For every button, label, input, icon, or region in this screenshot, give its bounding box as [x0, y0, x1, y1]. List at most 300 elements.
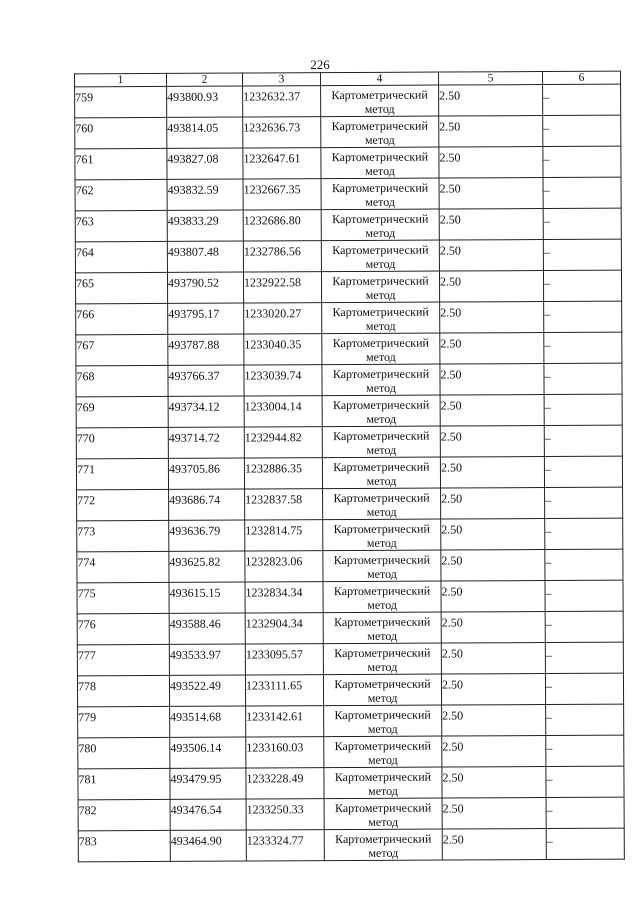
- method-cell: [324, 767, 442, 799]
- accuracy-value: 2.50: [440, 367, 462, 382]
- description-dash: –: [545, 586, 552, 601]
- x-coordinate-cell: [168, 458, 244, 489]
- y-coordinate-cell: [244, 396, 322, 427]
- description-cell: [545, 673, 623, 704]
- x-coordinate: 493800.93: [167, 89, 219, 104]
- point-number: 771: [76, 462, 95, 477]
- method-line-2: метод: [367, 628, 398, 643]
- point-number: 778: [77, 679, 97, 694]
- x-coordinate: 493714.72: [168, 430, 220, 445]
- accuracy-value: 2.50: [441, 553, 463, 568]
- method-cell: [321, 271, 439, 303]
- accuracy-cell: [441, 550, 545, 582]
- table-row: [75, 115, 621, 149]
- method-line-1: Картометрический: [332, 397, 430, 413]
- point-number-cell: [78, 768, 170, 799]
- description-dash: –: [543, 90, 550, 105]
- method-line-1: Картометрический: [333, 459, 430, 475]
- x-coordinate-cell: [170, 830, 246, 861]
- x-coordinate: 493734.12: [168, 399, 220, 414]
- method-line-1: Картометрический: [331, 118, 428, 134]
- y-coordinate-cell: [243, 148, 321, 179]
- x-coordinate-cell: [170, 737, 246, 768]
- accuracy-cell: [440, 302, 544, 334]
- method-cell: [321, 240, 439, 272]
- y-coordinate: 1233142.61: [246, 709, 304, 724]
- table-row: [76, 394, 622, 428]
- description-cell: [545, 642, 623, 673]
- table-row: [76, 425, 622, 459]
- x-coordinate: 493476.54: [170, 802, 222, 817]
- method-cell: [323, 674, 441, 706]
- accuracy-value: 2.50: [442, 770, 464, 785]
- description-cell: [546, 735, 624, 766]
- y-coordinate: 1232922.58: [243, 275, 302, 290]
- description-cell: [544, 456, 622, 487]
- point-number-cell: [75, 148, 167, 179]
- description-cell: [543, 177, 621, 208]
- description-cell: [543, 208, 621, 239]
- y-coordinate: 1232667.35: [243, 182, 301, 197]
- method-line-1: Картометрический: [334, 676, 431, 692]
- accuracy-value: 2.50: [442, 801, 464, 816]
- description-cell: [544, 363, 622, 394]
- x-coordinate-cell: [167, 241, 243, 272]
- method-cell: [321, 178, 439, 210]
- description-cell: [546, 704, 624, 735]
- y-coordinate: 1232834.34: [245, 585, 303, 600]
- point-number: 773: [77, 524, 96, 539]
- table-row: [78, 735, 624, 769]
- y-coordinate-cell: [246, 706, 324, 737]
- method-line-2: метод: [366, 380, 396, 395]
- column-header-4: 4: [321, 72, 439, 86]
- accuracy-value: 2.50: [442, 708, 464, 723]
- point-number-cell: [76, 458, 168, 489]
- point-number-cell: [76, 303, 168, 334]
- description-cell: [545, 518, 623, 549]
- point-number: 764: [75, 245, 94, 260]
- y-coordinate-cell: [246, 830, 324, 861]
- table-row: [77, 580, 623, 614]
- y-coordinate: 1232632.37: [243, 89, 301, 104]
- accuracy-cell: [442, 705, 546, 737]
- accuracy-value: 2.50: [439, 119, 461, 134]
- method-line-2: метод: [367, 659, 398, 674]
- accuracy-value: 2.50: [440, 398, 462, 413]
- method-line-2: метод: [364, 132, 395, 147]
- description-dash: –: [543, 152, 550, 167]
- method-line-1: Картометрический: [333, 583, 431, 599]
- y-coordinate: 1233039.74: [244, 368, 302, 383]
- description-cell: [545, 611, 623, 642]
- description-cell: [546, 797, 624, 828]
- y-coordinate: 1232636.73: [243, 120, 301, 135]
- accuracy-value: 2.50: [440, 305, 462, 320]
- x-coordinate-cell: [167, 179, 243, 210]
- method-line-2: метод: [365, 349, 396, 364]
- accuracy-value: 2.50: [441, 615, 463, 630]
- method-cell: [322, 302, 440, 334]
- x-coordinate: 493588.46: [169, 616, 221, 631]
- coordinates-table: [74, 71, 625, 863]
- point-number: 761: [75, 152, 94, 167]
- y-coordinate: 1233160.03: [246, 740, 304, 755]
- x-coordinate: 493766.37: [168, 368, 220, 383]
- method-cell: [324, 736, 442, 768]
- point-number-cell: [75, 86, 167, 117]
- method-cell: [323, 519, 441, 551]
- method-line-2: метод: [366, 442, 397, 457]
- method-line-1: Картометрический: [334, 769, 432, 785]
- method-line-2: метод: [365, 287, 396, 302]
- method-line-1: Картометрический: [332, 242, 429, 258]
- x-coordinate-cell: [169, 613, 245, 644]
- table-row: [78, 704, 624, 738]
- method-line-2: метод: [365, 225, 396, 240]
- accuracy-cell: [441, 643, 545, 675]
- method-line-2: метод: [365, 318, 396, 333]
- x-coordinate: 493790.52: [167, 275, 220, 290]
- accuracy-value: 2.50: [441, 491, 463, 506]
- y-coordinate: 1232944.82: [244, 430, 302, 445]
- accuracy-value: 2.50: [441, 646, 463, 661]
- x-coordinate: 493514.68: [170, 709, 222, 724]
- description-dash: –: [546, 772, 553, 787]
- y-coordinate-cell: [245, 551, 323, 582]
- method-cell: [324, 705, 442, 737]
- x-coordinate-cell: [168, 365, 244, 396]
- accuracy-value: 2.50: [441, 677, 464, 692]
- description-dash: –: [545, 679, 553, 694]
- accuracy-cell: [439, 178, 543, 210]
- point-number: 769: [76, 400, 95, 415]
- x-coordinate: 493522.49: [169, 678, 222, 693]
- table-row: [78, 828, 624, 862]
- method-line-1: Картометрический: [334, 800, 432, 816]
- description-dash: –: [546, 741, 553, 756]
- description-dash: –: [543, 276, 551, 291]
- method-line-2: метод: [368, 845, 399, 860]
- method-line-2: метод: [367, 566, 397, 581]
- description-dash: –: [544, 369, 551, 384]
- x-coordinate: 493625.82: [169, 554, 221, 569]
- method-cell: [323, 488, 441, 520]
- y-coordinate-cell: [246, 799, 324, 830]
- x-coordinate: 493795.17: [168, 306, 220, 321]
- description-dash: –: [544, 400, 551, 415]
- x-coordinate-cell: [167, 117, 243, 148]
- point-number-cell: [77, 675, 169, 706]
- method-line-1: Картометрический: [332, 335, 429, 351]
- point-number: 767: [76, 338, 95, 353]
- point-number: 759: [75, 90, 94, 105]
- point-number-cell: [75, 241, 167, 272]
- method-line-2: метод: [368, 783, 398, 798]
- x-coordinate: 493787.88: [168, 337, 220, 352]
- method-cell: [323, 643, 441, 675]
- table-row: [78, 797, 624, 831]
- accuracy-value: 2.50: [439, 212, 461, 227]
- method-cell: [323, 612, 441, 644]
- accuracy-value: 2.50: [439, 88, 461, 103]
- table-body: [75, 84, 625, 862]
- method-line-2: метод: [367, 597, 398, 612]
- point-number: 762: [75, 183, 94, 198]
- table-row: [77, 611, 623, 645]
- table-row: [76, 301, 622, 335]
- y-coordinate-cell: [243, 86, 321, 117]
- description-cell: [544, 394, 622, 425]
- accuracy-cell: [442, 798, 546, 830]
- point-number: 775: [77, 586, 96, 601]
- y-coordinate-cell: [244, 334, 322, 365]
- y-coordinate-cell: [245, 489, 323, 520]
- x-coordinate-cell: [168, 396, 244, 427]
- point-number-cell: [77, 644, 169, 675]
- x-coordinate-cell: [169, 644, 245, 675]
- x-coordinate: 493464.90: [170, 833, 222, 848]
- method-line-2: метод: [368, 814, 399, 829]
- y-coordinate: 1233004.14: [244, 399, 302, 414]
- accuracy-cell: [439, 240, 543, 272]
- page-number: 226: [310, 57, 330, 72]
- point-number-cell: [77, 551, 169, 582]
- y-coordinate-cell: [243, 117, 321, 148]
- x-coordinate-cell: [170, 706, 246, 737]
- column-header-5: 5: [439, 72, 543, 86]
- table-row: [75, 270, 621, 304]
- description-dash: –: [545, 493, 552, 508]
- x-coordinate-cell: [168, 427, 244, 458]
- point-number: 776: [77, 617, 96, 632]
- point-number-cell: [78, 706, 170, 737]
- accuracy-value: 2.50: [441, 522, 463, 537]
- method-line-2: метод: [366, 504, 397, 519]
- column-header-1: 1: [75, 73, 167, 86]
- y-coordinate-cell: [244, 458, 322, 489]
- y-coordinate-cell: [245, 644, 323, 675]
- accuracy-value: 2.50: [440, 460, 462, 475]
- description-dash: –: [545, 555, 552, 570]
- method-cell: [322, 426, 440, 458]
- description-cell: [543, 84, 621, 115]
- method-cell: [321, 147, 439, 179]
- description-cell: [546, 766, 624, 797]
- method-line-1: Картометрический: [334, 707, 431, 723]
- accuracy-cell: [440, 395, 544, 427]
- description-cell: [545, 487, 623, 518]
- x-coordinate-cell: [169, 489, 245, 520]
- accuracy-value: 2.50: [442, 739, 464, 754]
- point-number: 770: [76, 431, 95, 446]
- x-coordinate: 493814.05: [167, 120, 219, 135]
- method-line-1: Картометрический: [333, 521, 430, 537]
- accuracy-value: 2.50: [440, 336, 462, 351]
- y-coordinate: 1233250.33: [246, 802, 304, 817]
- point-number: 779: [78, 710, 97, 725]
- point-number-cell: [75, 210, 167, 241]
- table-row: [77, 673, 623, 707]
- accuracy-cell: [441, 612, 545, 644]
- y-coordinate-cell: [243, 241, 321, 272]
- accuracy-cell: [440, 333, 544, 365]
- description-cell: [544, 425, 622, 456]
- x-coordinate: 493705.86: [168, 461, 220, 476]
- point-number: 772: [77, 493, 96, 508]
- x-coordinate-cell: [170, 768, 246, 799]
- accuracy-cell: [440, 426, 544, 458]
- method-line-1: Картометрический: [333, 428, 430, 444]
- description-dash: –: [544, 307, 551, 322]
- x-coordinate: 493832.59: [167, 182, 219, 197]
- y-coordinate: 1233111.65: [245, 678, 303, 693]
- method-cell: [323, 550, 441, 582]
- method-line-1: Картометрический: [333, 552, 431, 568]
- description-dash: –: [543, 245, 550, 260]
- description-dash: –: [544, 431, 551, 446]
- method-line-2: метод: [367, 690, 398, 705]
- accuracy-cell: [441, 674, 545, 706]
- table-row: [75, 239, 621, 273]
- y-coordinate: 1232686.80: [243, 213, 301, 228]
- table-row: [76, 363, 622, 397]
- description-dash: –: [543, 121, 550, 136]
- y-coordinate: 1233020.27: [244, 306, 302, 321]
- table-row: [77, 549, 623, 583]
- method-line-1: Картометрический: [331, 149, 429, 165]
- accuracy-value: 2.50: [439, 150, 461, 165]
- method-cell: [324, 829, 442, 861]
- x-coordinate: 493479.95: [170, 771, 222, 786]
- x-coordinate: 493533.97: [169, 647, 221, 662]
- method-line-2: метод: [366, 411, 397, 426]
- point-number: 782: [78, 803, 97, 818]
- accuracy-value: 2.50: [439, 274, 462, 289]
- description-cell: [543, 239, 621, 270]
- point-number-cell: [76, 396, 168, 427]
- method-line-1: Картометрический: [332, 273, 429, 289]
- description-cell: [543, 270, 621, 301]
- method-cell: [322, 395, 440, 427]
- y-coordinate: 1232647.61: [243, 151, 301, 166]
- accuracy-cell: [442, 829, 546, 861]
- description-cell: [544, 332, 622, 363]
- method-line-1: Картометрический: [331, 87, 428, 103]
- method-line-2: метод: [366, 473, 397, 488]
- x-coordinate-cell: [168, 303, 244, 334]
- x-coordinate: 493807.48: [167, 244, 219, 259]
- table-row: [76, 332, 622, 366]
- y-coordinate-cell: [244, 365, 322, 396]
- method-line-1: Картометрический: [332, 211, 429, 227]
- point-number: 774: [77, 555, 96, 570]
- method-line-2: метод: [365, 256, 396, 271]
- y-coordinate-cell: [246, 768, 324, 799]
- table-row: [75, 208, 621, 242]
- y-coordinate-cell: [244, 303, 322, 334]
- table-row: [77, 518, 623, 552]
- point-number: 780: [78, 741, 97, 756]
- description-cell: [546, 828, 624, 859]
- method-cell: [321, 116, 439, 148]
- table-row: [77, 487, 623, 521]
- method-cell: [322, 333, 440, 365]
- description-cell: [543, 115, 621, 146]
- method-cell: [322, 457, 440, 489]
- description-dash: –: [543, 183, 550, 198]
- y-coordinate: 1232886.35: [244, 461, 302, 476]
- description-dash: –: [546, 710, 553, 725]
- column-header-3: 3: [243, 73, 321, 86]
- method-cell: [321, 85, 439, 117]
- point-number-cell: [78, 737, 170, 768]
- accuracy-cell: [441, 581, 545, 613]
- description-dash: –: [543, 214, 550, 229]
- y-coordinate-cell: [245, 675, 323, 706]
- accuracy-cell: [439, 271, 543, 303]
- method-line-1: Картометрический: [334, 738, 431, 754]
- method-line-1: Картометрический: [335, 831, 432, 847]
- method-line-1: Картометрический: [334, 614, 431, 630]
- x-coordinate-cell: [168, 334, 244, 365]
- point-number: 765: [75, 276, 95, 291]
- accuracy-cell: [440, 457, 544, 489]
- table-row: [75, 177, 621, 211]
- point-number-cell: [77, 489, 169, 520]
- point-number: 760: [75, 121, 94, 136]
- point-number: 777: [77, 648, 96, 663]
- method-line-2: метод: [364, 101, 395, 116]
- y-coordinate-cell: [244, 427, 322, 458]
- accuracy-cell: [440, 364, 544, 396]
- description-cell: [543, 146, 621, 177]
- y-coordinate: 1232786.56: [243, 244, 301, 259]
- point-number-cell: [78, 799, 170, 830]
- table-row: [77, 642, 623, 676]
- method-line-1: Картометрический: [332, 304, 429, 320]
- accuracy-value: 2.50: [442, 832, 464, 847]
- method-cell: [321, 209, 439, 241]
- y-coordinate-cell: [245, 582, 323, 613]
- accuracy-value: 2.50: [441, 584, 463, 599]
- x-coordinate: 493827.08: [167, 151, 219, 166]
- method-cell: [322, 364, 440, 396]
- point-number: 766: [76, 307, 95, 322]
- description-dash: –: [545, 648, 552, 663]
- y-coordinate-cell: [243, 272, 321, 303]
- description-dash: –: [546, 834, 553, 849]
- x-coordinate: 493615.15: [169, 585, 221, 600]
- table-row: [75, 84, 621, 118]
- y-coordinate: 1232904.34: [245, 616, 303, 631]
- description-cell: [545, 549, 623, 580]
- y-coordinate: 1233095.57: [245, 647, 303, 662]
- point-number: 768: [76, 369, 95, 384]
- accuracy-cell: [439, 209, 543, 241]
- x-coordinate: 493506.14: [170, 740, 222, 755]
- method-line-2: метод: [366, 535, 397, 550]
- description-cell: [544, 301, 622, 332]
- column-header-6: 6: [543, 71, 621, 84]
- x-coordinate-cell: [167, 210, 243, 241]
- description-dash: –: [545, 617, 552, 632]
- method-line-2: метод: [365, 194, 396, 209]
- point-number-cell: [77, 582, 169, 613]
- y-coordinate-cell: [243, 179, 321, 210]
- point-number-cell: [75, 272, 167, 303]
- x-coordinate: 493636.79: [169, 523, 221, 538]
